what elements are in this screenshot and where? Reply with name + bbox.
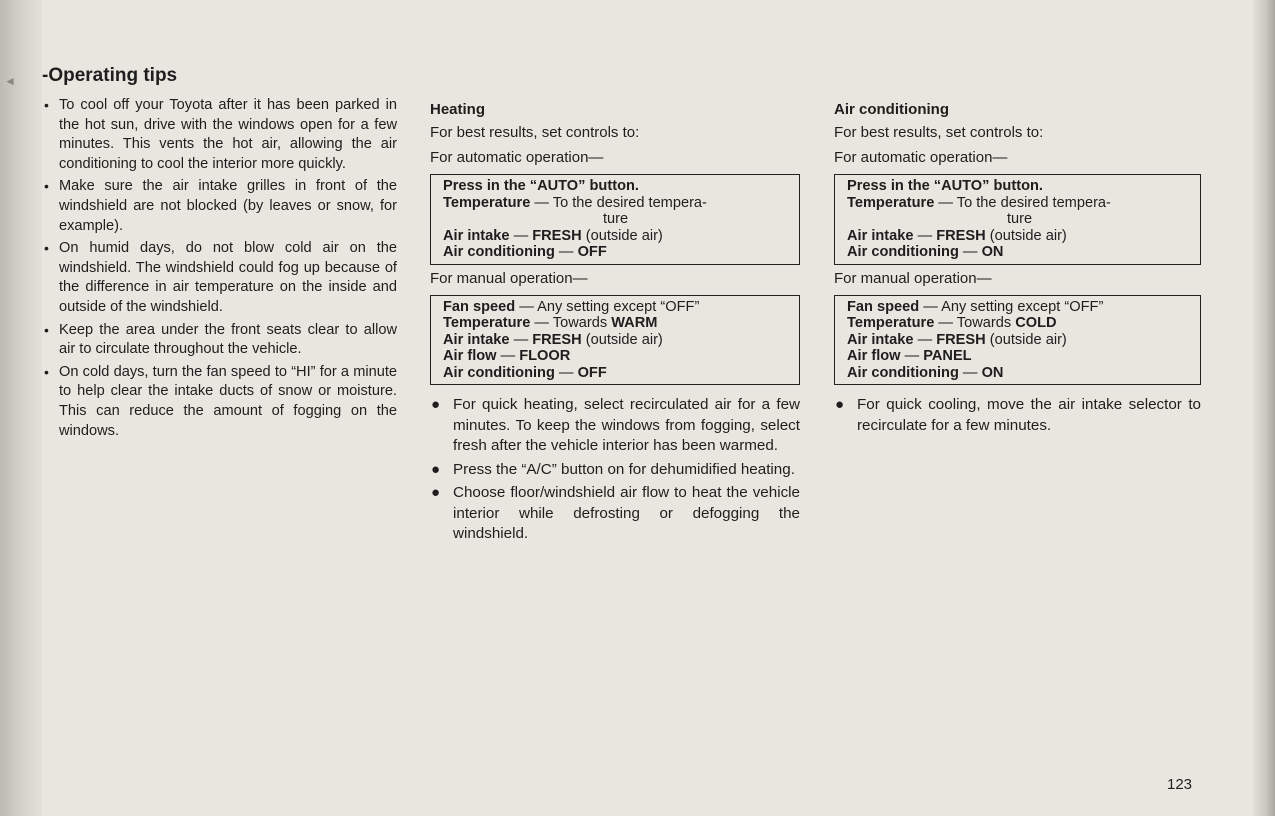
heating-manual-settings-box: [430, 295, 800, 386]
bullet-icon: •: [44, 363, 49, 380]
temperature-setting: Temperature — To the desired tempera-: [443, 194, 707, 211]
air-conditioning-setting: Air conditioning — ON: [847, 244, 1004, 260]
operating-tips-column: [42, 64, 397, 444]
air-conditioning-column: [834, 100, 1201, 439]
heating-manual-label: For manual operation—: [430, 269, 588, 287]
list-item: • On cold days, turn the fan speed to “HI” for a minute to help clear the intake ducts of snow or moisture. This can reduce the amount of fogging on the windows.: [44, 363, 397, 439]
page-stack-edge: [1253, 0, 1275, 816]
operating-tips-title: -Operating tips: [42, 65, 178, 86]
air-intake-setting: Air intake — FRESH (outside air): [847, 227, 1067, 244]
temperature-setting: Temperature — Towards COLD: [847, 315, 1057, 331]
fan-speed-setting: Fan speed — Any setting except “OFF”: [847, 298, 1104, 315]
heating-intro: For best results, set controls to:: [430, 124, 640, 141]
list-item: • Make sure the air intake grilles in front of the windshield are not blocked (by leaves or snow, for example).: [44, 178, 397, 234]
air-conditioning-auto-label: For automatic operation—: [834, 149, 1008, 166]
air-intake-setting: Air intake — FRESH (outside air): [443, 331, 663, 348]
air-conditioning-heading: Air conditioning: [834, 101, 949, 118]
list-item: ● For quick heating, select recirculated air for a few minutes. To keep the windows from fogging, select fresh after the vehicle interior has been warmed.: [431, 396, 800, 454]
bullet-icon: •: [44, 240, 49, 257]
air-intake-setting: Air intake — FRESH (outside air): [443, 227, 663, 244]
heating-column: [430, 100, 800, 548]
press-auto-instruction: Press in the “AUTO” button.: [847, 178, 1043, 194]
air-conditioning-manual-settings-box: [834, 295, 1201, 386]
bullet-icon: ●: [431, 484, 441, 501]
temperature-setting-continued: ture: [603, 211, 629, 227]
air-conditioning-setting: Air conditioning — ON: [847, 364, 1004, 381]
air-conditioning-intro: For best results, set controls to:: [834, 124, 1044, 141]
air-flow-setting: Air flow — PANEL: [847, 348, 972, 364]
air-conditioning-manual-label: For manual operation—: [834, 269, 992, 287]
air-conditioning-notes-list: [834, 395, 1201, 436]
bullet-icon: ●: [431, 460, 441, 478]
operating-tips-list: [42, 96, 397, 441]
temperature-setting: Temperature — Towards WARM: [443, 315, 658, 331]
air-intake-setting: Air intake — FRESH (outside air): [847, 331, 1067, 348]
list-item: • On humid days, do not blow cold air on the windshield. The windshield could fog up because of the difference in air temperature on the inside and outside of the windshield.: [44, 240, 397, 315]
list-item: • Keep the area under the front seats clear to allow air to circulate throughout the vehicle.: [44, 321, 397, 358]
air-flow-setting: Air flow — FLOOR: [443, 348, 571, 364]
temperature-setting: Temperature — To the desired tempera-: [847, 194, 1111, 211]
bullet-icon: •: [44, 321, 49, 338]
book-binding-edge: [0, 0, 42, 816]
list-item: ● For quick cooling, move the air intake selector to recirculate for a few minutes.: [835, 396, 1201, 434]
heating-auto-settings-box: [430, 174, 800, 265]
page-tab-mark: ◄: [4, 74, 16, 88]
list-item: • To cool off your Toyota after it has been parked in the hot sun, drive with the windows open for a few minutes. This vents the hot air, allowing the air conditioning to cool the interior more quickly.: [44, 97, 397, 172]
heating-notes-list: [430, 395, 800, 545]
list-item: ● Press the “A/C” button on for dehumidified heating.: [430, 460, 800, 481]
air-conditioning-auto-settings-box: [834, 174, 1201, 265]
air-conditioning-setting: Air conditioning — OFF: [443, 364, 607, 381]
press-auto-instruction: Press in the “AUTO” button.: [443, 178, 639, 194]
bullet-icon: ●: [835, 396, 845, 413]
bullet-icon: ●: [431, 396, 441, 413]
bullet-icon: •: [44, 97, 49, 113]
list-item: ● Choose floor/windshield air flow to heat the vehicle interior while defrosting or defogging the windshield.: [431, 484, 800, 542]
bullet-icon: •: [44, 178, 49, 195]
page-number: 123: [1167, 776, 1193, 793]
temperature-setting-continued: ture: [1007, 211, 1033, 227]
heating-heading: Heating: [430, 101, 486, 118]
fan-speed-setting: Fan speed — Any setting except “OFF”: [443, 298, 700, 315]
heating-auto-label: For automatic operation—: [430, 149, 604, 166]
air-conditioning-setting: Air conditioning — OFF: [443, 244, 607, 260]
